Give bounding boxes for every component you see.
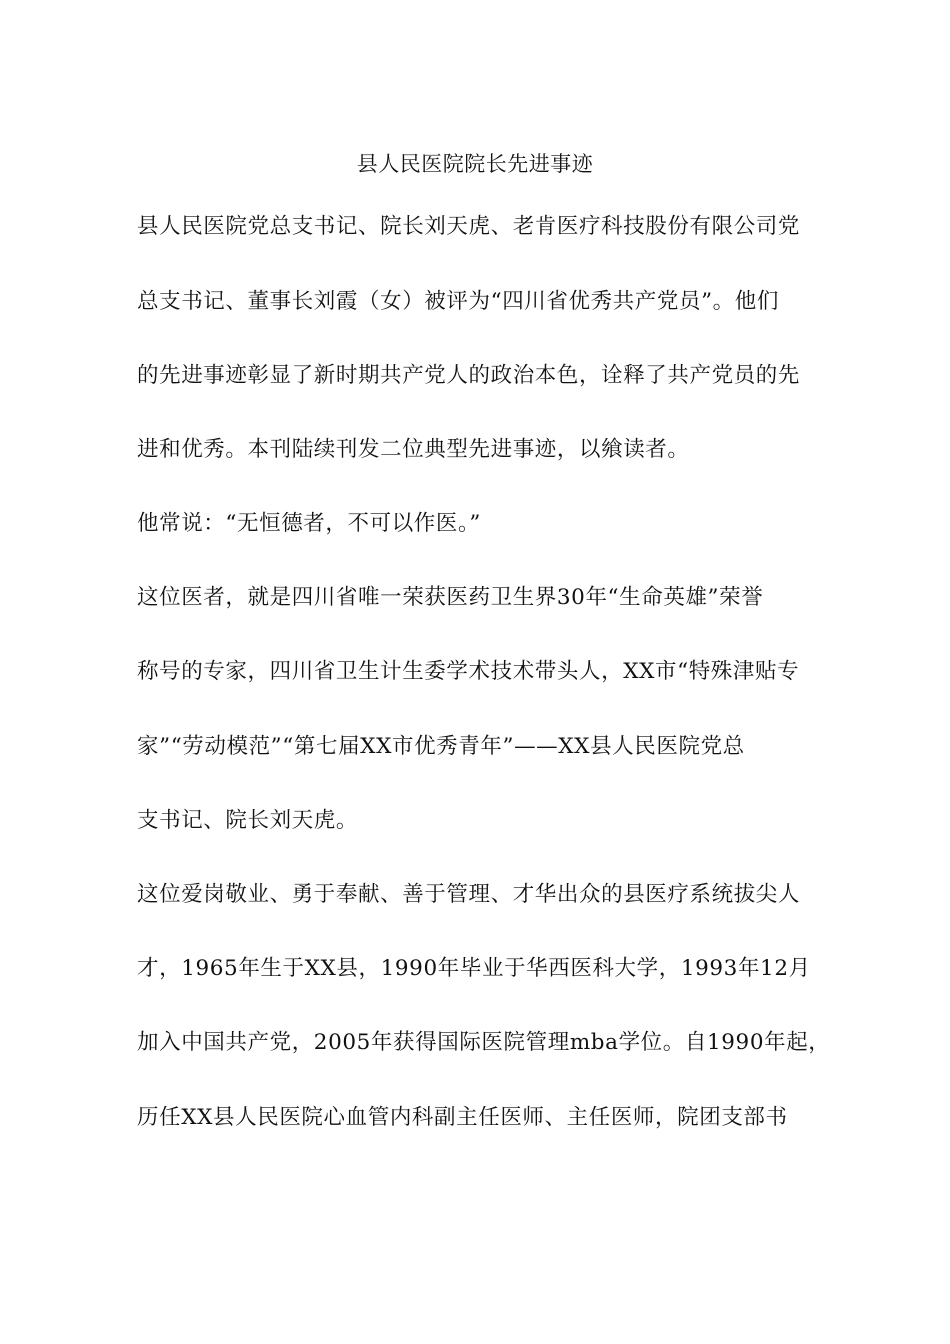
body-line: 这位爱岗敬业、勇于奉献、善于管理、才华出众的县医疗系统拔尖人 xyxy=(137,882,801,907)
body-line: 的先进事迹彰显了新时期共产党人的政治本色，诠释了共产党员的先 xyxy=(137,363,801,388)
body-line: 进和优秀。本刊陆续刊发二位典型先进事迹，以飨读者。 xyxy=(137,437,690,462)
body-line: 才，1965年生于XX县，1990年毕业于华西医科大学，1993年12月 xyxy=(137,956,811,981)
body-line: 称号的专家，四川省卫生计生委学术技术带头人，XX市“特殊津贴专 xyxy=(137,659,800,684)
document-title: 县人民医院院长先进事迹 xyxy=(356,152,594,176)
body-line: 加入中国共产党，2005年获得国际医院管理mba学位。自1990年起， xyxy=(137,1030,831,1055)
body-line: 家”“劳动模范”“第七届XX市优秀青年”——XX县人民医院党总 xyxy=(137,734,745,759)
body-line: 这位医者，就是四川省唯一荣获医药卫生界30年“生命英雄”荣誉 xyxy=(137,585,764,610)
body-line: 总支书记、董事长刘霞（女）被评为“四川省优秀共产党员”。他们 xyxy=(137,289,779,314)
body-line: 支书记、院长刘天虎。 xyxy=(137,808,359,833)
body-line: 他常说：“无恒德者，不可以作医。” xyxy=(137,511,481,536)
body-line: 历任XX县人民医院心血管内科副主任医师、主任医师，院团支部书 xyxy=(137,1105,788,1130)
body-line: 县人民医院党总支书记、院长刘天虎、老肯医疗科技股份有限公司党 xyxy=(137,214,801,239)
